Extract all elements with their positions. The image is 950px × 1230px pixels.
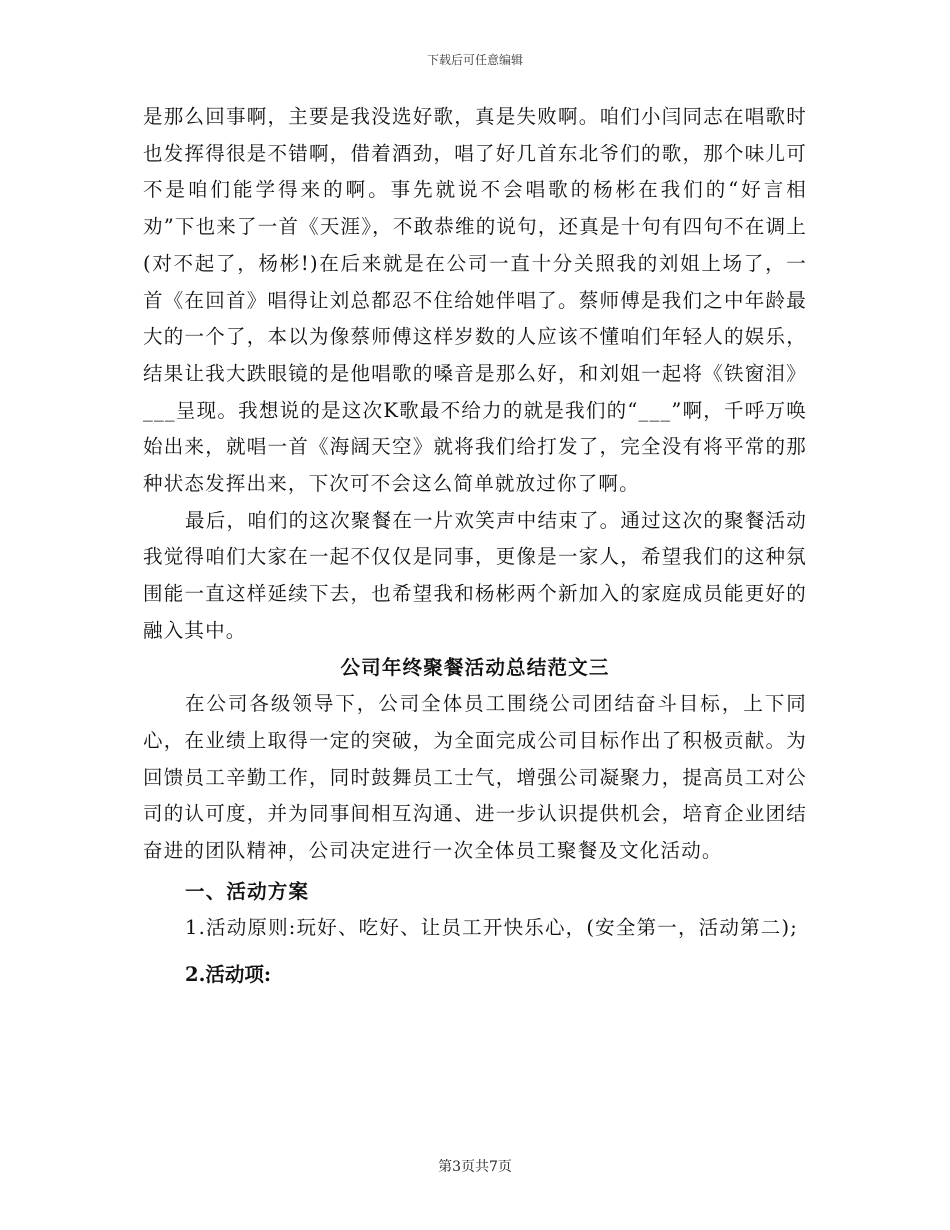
document-body: [143, 99, 807, 994]
list-item-heading: 2.活动项:: [185, 963, 272, 987]
body-paragraph: 是那么回事啊，主要是我没选好歌，真是失败啊。咱们小闫同志在唱歌时也发挥得很是不错啊，借着酒劲，唱了好几首东北爷们的歌，那个味儿可不是咱们能学得来的啊。事先就说不会唱歌的杨彬在我们的“好言相劝”下也来了一首《天涯》，不敢恭维的说句，还真是十句有四句不在调上(对不起了，杨彬!)在后来就是在公司一直十分关照我的刘姐上场了，一首《在回首》唱得让刘总都忍不住给她伴唱了。蔡师傅是我们之中年龄最大的一个了，本以为像蔡师傅这样岁数的人应该不懂咱们年轻人的娱乐，结果让我大跌眼镜的是他唱歌的嗓音是那么好，和刘姐一起将《铁窗泪》___呈现。我想说的是这次K歌最不给力的就是我们的“___”啊，千呼万唤始出来，就唱一首《海阔天空》就将我们给打发了，完全没有将平常的那种状态发挥出来，下次可不会这么简单就放过你了啊。: [143, 105, 807, 496]
page-number: 第3页共7页: [438, 1159, 512, 1175]
section-title: 公司年终聚餐活动总结范文三: [340, 655, 610, 679]
page-header-note: 下载后可任意编辑: [426, 53, 523, 67]
section-heading: 一、活动方案: [185, 879, 310, 903]
body-paragraph: 在公司各级领导下，公司全体员工围绕公司团结奋斗目标，上下同心，在业绩上取得一定的突破，为全面完成公司目标作出了积极贡献。为回馈员工辛勤工作，同时鼓舞员工士气，增强公司凝聚力，提高员工对公司的认可度，并为同事间相互沟通、进一步认识提供机会，培育企业团结奋进的团队精神，公司决定进行一次全体员工聚餐及文化活动。: [143, 692, 807, 863]
body-paragraph: 最后，咱们的这次聚餐在一片欢笑声中结束了。通过这次的聚餐活动我觉得咱们大家在一起不仅仅是同事，更像是一家人，希望我们的这种氛围能一直这样延续下去，也希望我和杨彬两个新加入的家庭成员能更好的融入其中。: [143, 508, 807, 642]
list-item: 1.活动原则:玩好、吃好、让员工开快乐心，(安全第一，活动第二);: [185, 916, 799, 940]
